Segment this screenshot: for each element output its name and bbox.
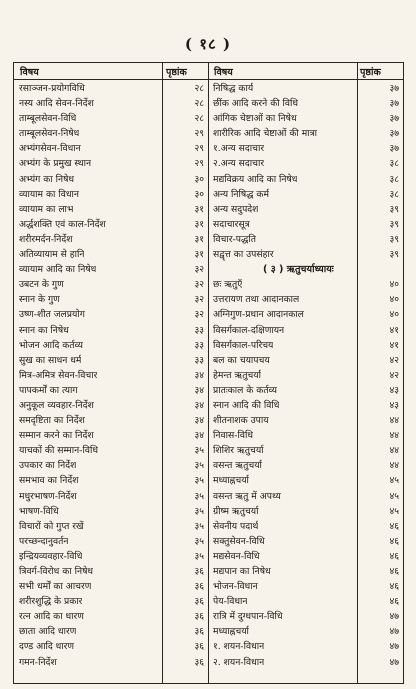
page-ref: ४७: [389, 611, 399, 623]
list-item: [19, 504, 204, 519]
list-item: [19, 187, 204, 202]
page-ref: ४६: [389, 596, 399, 608]
topic-text: वसन्त ऋतु में अपथ्य: [213, 490, 281, 502]
topic-text: अग्निगुण-प्रधान आदानकाल: [213, 309, 304, 321]
page-ref: ३५: [194, 475, 204, 487]
list-item: [213, 307, 399, 322]
list-item: [19, 353, 204, 368]
list-item: [213, 202, 399, 217]
page-ref: ३८: [389, 173, 399, 185]
topic-text: दण्ड आदि धारण: [19, 641, 75, 653]
topic-text: रसाञ्जन-प्रयोगविधि: [19, 83, 85, 94]
topic-text: मित्र-अमित्र सेवन-विचार: [19, 369, 98, 381]
page-ref: ३१: [194, 249, 204, 261]
list-item: [19, 277, 204, 292]
page-ref: ३४: [194, 399, 204, 411]
topic-text: रत्न आदि का धारण: [19, 611, 84, 623]
page-ref: २९: [194, 128, 204, 140]
list-item: [213, 383, 399, 398]
page-ref: ३६: [194, 566, 204, 577]
list-item: [213, 639, 399, 654]
list-item: [213, 172, 399, 187]
page-ref: ४१: [389, 339, 399, 351]
page-ref: ४२: [389, 354, 399, 366]
page-ref: २८: [194, 113, 204, 125]
page-ref: २९: [194, 158, 204, 170]
left-column: [19, 81, 204, 670]
list-item: [213, 594, 399, 609]
list-item: [19, 96, 204, 111]
page-ref: ३२: [194, 309, 204, 321]
topic-text: अभ्यंगसेवन-विधान: [19, 143, 81, 155]
page-ref: ३५: [194, 490, 204, 502]
topic-text: १. शयन-विधान: [213, 641, 265, 653]
page-ref: ४२: [389, 369, 399, 381]
page-ref: ३७: [389, 98, 399, 110]
topic-text: गमन-निर्देश: [19, 656, 57, 668]
list-item: [19, 232, 204, 247]
topic-text: निषिद्ध कार्य: [213, 83, 254, 94]
list-item: [213, 443, 399, 458]
page-ref: ३९: [389, 203, 399, 215]
topic-text: प्रातःकाल के कर्तव्य: [213, 384, 278, 396]
list-item: [213, 534, 399, 549]
topic-text: समभाव का निर्देश: [19, 475, 79, 487]
list-item: [213, 217, 399, 232]
topic-text: मधुरभाषण-निर्देश: [19, 490, 77, 502]
topic-text: अनुकूल व्यवहार-निर्देश: [19, 399, 94, 411]
list-item: [19, 519, 204, 534]
list-item: [213, 398, 399, 413]
list-item: [213, 247, 399, 262]
topic-text: विसर्गकाल-परिचय: [213, 339, 274, 351]
list-item: [19, 156, 204, 171]
topic-text: उष्ण-शीत जलप्रयोग: [19, 309, 85, 321]
list-item: [213, 489, 399, 504]
topic-text: शरीरमर्दन-निर्देश: [19, 233, 73, 245]
topic-text: समदृष्टिता का निर्देश: [19, 415, 85, 427]
page-ref: ३९: [389, 218, 399, 230]
topic-text: उत्तरायण तथा आदानकाल: [213, 294, 300, 306]
list-item: [213, 353, 399, 368]
list-item: [19, 383, 204, 398]
page-ref: ३६: [194, 596, 204, 608]
left-page-header: पृष्ठांक: [166, 67, 187, 78]
list-item: [19, 428, 204, 443]
topic-text: परच्छन्दानुवर्तन: [19, 535, 69, 547]
topic-text: आंगिक चेष्टाओं का निषेध: [213, 113, 297, 125]
page-ref: ३४: [194, 384, 204, 396]
list-item: [19, 307, 204, 322]
list-item: [213, 458, 399, 473]
topic-text: पापकर्मों का त्याग: [19, 384, 78, 396]
topic-text: उबटन के गुण: [19, 279, 64, 291]
topic-text: शारीरिक आदि चेष्टाओं की मात्रा: [213, 128, 318, 140]
list-item: [213, 549, 399, 564]
page-ref: ३२: [194, 279, 204, 291]
page-ref: ३४: [194, 430, 204, 442]
page-ref: ३१: [194, 203, 204, 215]
list-item: [19, 247, 204, 262]
topic-text: व्यायाम का लाभ: [19, 203, 74, 215]
list-item: [213, 292, 399, 307]
right-page-header: पृष्ठांक: [360, 67, 381, 78]
list-item: [19, 458, 204, 473]
page-ref: ४०: [389, 294, 399, 306]
page-ref: ३६: [194, 611, 204, 623]
page-ref: ४५: [389, 490, 399, 502]
page-ref: ४६: [389, 566, 399, 577]
list-item: [213, 579, 399, 594]
list-item: [213, 655, 399, 670]
topic-text: सद्वृत्त का उपसंहार: [213, 249, 274, 261]
topic-text: सेवनीय पदार्थ: [213, 520, 259, 532]
page-ref: ३३: [194, 354, 204, 366]
topic-text: मध्याह्नचर्या: [213, 626, 249, 638]
page-ref: ४६: [389, 535, 399, 547]
list-item: [213, 338, 399, 353]
topic-text: हेमन्त ऋतुचर्या: [213, 369, 261, 381]
list-item: [213, 111, 399, 126]
list-item: [19, 172, 204, 187]
page-ref: ३६: [194, 581, 204, 593]
left-topic-header: विषय: [20, 67, 39, 78]
page-ref: ३५: [194, 505, 204, 517]
list-item: [19, 579, 204, 594]
topic-text: शीतनाशक उपाय: [213, 415, 269, 427]
list-item: [19, 81, 204, 96]
page-ref: ४५: [389, 475, 399, 487]
list-item: [213, 156, 399, 171]
column-divider-center: [208, 63, 209, 683]
page-ref: ३८: [389, 188, 399, 200]
topic-text: अन्य निषिद्ध कर्म: [213, 188, 269, 200]
section-heading: [213, 262, 399, 277]
topic-text: सक्तुसेवन-विधि: [213, 535, 265, 547]
list-item: [19, 338, 204, 353]
list-item: [19, 126, 204, 141]
topic-text: शिशिर ऋतुचर्या: [213, 445, 264, 457]
topic-text: निवास-विधि: [213, 430, 254, 442]
topic-text: मद्यपान का निषेध: [213, 566, 271, 577]
list-item: [19, 639, 204, 654]
list-item: [19, 413, 204, 428]
list-item: [213, 609, 399, 624]
page-ref: ३५: [194, 550, 204, 562]
topic-text: सम्मान करने का निर्देश: [19, 430, 94, 442]
list-item: [213, 126, 399, 141]
list-item: [19, 217, 204, 232]
page-ref: ३२: [194, 294, 204, 306]
topic-text: विचारों को गुप्त रखें: [19, 520, 84, 532]
topic-text: मध्याह्नचर्या: [213, 475, 249, 487]
list-item: [213, 187, 399, 202]
topic-text: स्नान का निषेध: [19, 324, 69, 336]
topic-text: अतिव्यायाम से हानि: [19, 249, 85, 261]
list-item: [19, 534, 204, 549]
page-ref: ३८: [389, 158, 399, 170]
topic-text: छः ऋतुएँ: [213, 279, 243, 291]
page-ref: ४४: [389, 460, 399, 472]
list-item: [213, 277, 399, 292]
page-ref: ३५: [194, 445, 204, 457]
page-ref: ३३: [194, 324, 204, 336]
topic-text: अर्द्धशक्ति एवं काल-निर्देश: [19, 218, 106, 230]
topic-text: ( ३ ) ऋतुचर्याध्यायः: [263, 264, 334, 276]
list-item: [213, 96, 399, 111]
page-ref: ३१: [194, 233, 204, 245]
topic-text: २.अन्य सदाचार: [213, 158, 265, 170]
topic-text: ग्रीष्म ऋतुचर्या: [213, 505, 259, 517]
list-item: [19, 624, 204, 639]
page-ref: ३२: [194, 264, 204, 276]
topic-text: व्यायाम आदि का निषेध: [19, 264, 97, 276]
page-ref: ३०: [194, 173, 204, 185]
page-ref: ३५: [194, 535, 204, 547]
page-ref: ४४: [389, 445, 399, 457]
list-item: [19, 489, 204, 504]
page-ref: ३९: [389, 233, 399, 245]
topic-text: वसन्त ऋतुचर्या: [213, 460, 262, 472]
topic-text: शरीरशुद्धि के प्रकार: [19, 596, 83, 608]
topic-text: रात्रि में दुग्धपान-विधि: [213, 611, 283, 623]
list-item: [19, 368, 204, 383]
topic-text: विचार-पद्धति: [213, 233, 256, 245]
page-ref: ४५: [389, 505, 399, 517]
topic-text: त्रिवर्ग-विरोध का निषेध: [19, 566, 94, 577]
page-ref: ४३: [389, 384, 399, 396]
page-ref: ४१: [389, 324, 399, 336]
list-item: [213, 564, 399, 579]
topic-text: सदाचारसूत्र: [213, 218, 250, 230]
list-item: [213, 624, 399, 639]
list-item: [213, 323, 399, 338]
page-ref: ४६: [389, 581, 399, 593]
topic-text: इन्द्रियव्यवहार-विधि: [19, 550, 83, 562]
topic-text: २. शयन-विधान: [213, 656, 265, 668]
page-ref: ४४: [389, 430, 399, 442]
page-ref: ३९: [389, 249, 399, 261]
list-item: [213, 368, 399, 383]
list-item: [213, 81, 399, 96]
list-item: [213, 232, 399, 247]
topic-text: सुख का साधन धर्म: [19, 354, 82, 366]
page-ref: ४३: [389, 399, 399, 411]
right-column: [213, 81, 399, 670]
topic-text: छींक आदि करने की विधि: [213, 98, 299, 110]
topic-text: याचकों की सम्मान-विधि: [19, 445, 99, 457]
page-ref: ४६: [389, 520, 399, 532]
topic-text: ताम्बूलसेवन-विधि: [19, 113, 77, 125]
page-ref: ४०: [389, 279, 399, 291]
topic-text: अभ्यंग के प्रमुख स्थान: [19, 158, 92, 170]
topic-text: व्यायाम का विधान: [19, 188, 79, 200]
topic-text: भोजन-विधान: [213, 581, 258, 593]
list-item: [19, 292, 204, 307]
topic-text: नस्य आदि सेवन-निर्देश: [19, 98, 94, 110]
list-item: [19, 473, 204, 488]
page-ref: २९: [194, 143, 204, 155]
list-item: [19, 141, 204, 156]
topic-text: मद्यविक्रय आदि का निषेध: [213, 173, 298, 185]
right-topic-header: विषय: [214, 67, 233, 78]
page-ref: ४४: [389, 415, 399, 427]
page-ref: ३६: [194, 641, 204, 653]
page-ref: ३६: [194, 626, 204, 638]
list-item: [19, 655, 204, 670]
list-item: [19, 323, 204, 338]
page-ref: ४७: [389, 656, 399, 668]
page-ref: ३३: [194, 339, 204, 351]
list-item: [19, 564, 204, 579]
list-item: [213, 504, 399, 519]
topic-text: १.अन्य सदाचार: [213, 143, 265, 155]
page-ref: ४७: [389, 641, 399, 653]
list-item: [213, 413, 399, 428]
header-divider: [14, 79, 403, 80]
topic-text: अभ्यंग का निषेध: [19, 173, 75, 185]
list-item: [19, 549, 204, 564]
topic-text: बल का चयापचय: [213, 354, 270, 366]
list-item: [19, 202, 204, 217]
page-ref: ३७: [389, 143, 399, 155]
list-item: [213, 428, 399, 443]
topic-text: स्नान के गुण: [19, 294, 60, 306]
page-number: ( १८ ): [184, 35, 232, 53]
topic-text: विसर्गकाल-दक्षिणायन: [213, 324, 285, 336]
list-item: [19, 262, 204, 277]
page-ref: ३६: [194, 656, 204, 668]
page-ref: ३७: [389, 113, 399, 125]
list-item: [19, 111, 204, 126]
list-item: [19, 443, 204, 458]
page-ref: ३७: [389, 128, 399, 140]
page-ref: २८: [194, 83, 204, 94]
list-item: [213, 141, 399, 156]
topic-text: भोजन आदि कर्तव्य: [19, 339, 84, 351]
topic-text: मद्यसेवन-विधि: [213, 550, 260, 562]
page-ref: ३७: [389, 83, 399, 94]
page-ref: २८: [194, 98, 204, 110]
page-ref: ३०: [194, 188, 204, 200]
page-ref: ४७: [389, 626, 399, 638]
list-item: [213, 473, 399, 488]
topic-text: ताम्बूलसेवन-निषेध: [19, 128, 80, 140]
page-ref: ३४: [194, 415, 204, 427]
topic-text: पेय-विधान: [213, 596, 248, 608]
page-ref: ४६: [389, 550, 399, 562]
topic-text: उपकार का निर्देश: [19, 460, 77, 472]
page-ref: ३५: [194, 520, 204, 532]
list-item: [19, 594, 204, 609]
list-item: [19, 398, 204, 413]
topic-text: छाता आदि धारण: [19, 626, 77, 638]
page-ref: ३१: [194, 218, 204, 230]
topic-text: भाषण-विधि: [19, 505, 59, 517]
topic-text: स्नान आदि की विधि: [213, 399, 280, 411]
topic-text: सभी धर्मों का आचरण: [19, 581, 92, 593]
page-ref: ३४: [194, 369, 204, 381]
page-ref: ३५: [194, 460, 204, 472]
list-item: [213, 519, 399, 534]
topic-text: अन्य सदुपदेश: [213, 203, 259, 215]
contents-table: [13, 62, 404, 684]
list-item: [19, 609, 204, 624]
page-ref: ४०: [389, 309, 399, 321]
